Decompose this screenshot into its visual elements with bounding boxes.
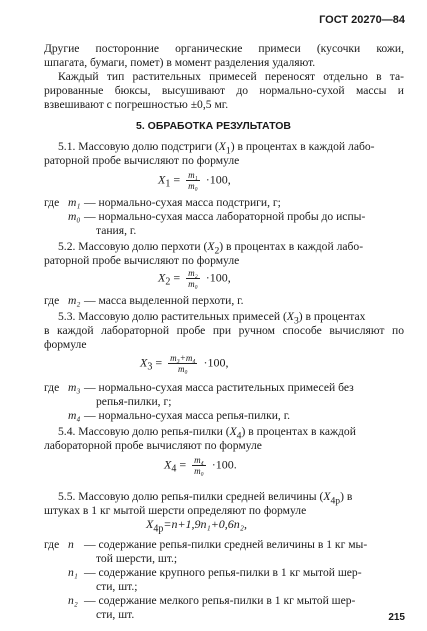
text-line: раторной пробе вычисляют по формуле [44, 254, 240, 267]
text-line: шпагата, бумаги, помет) в момент разделения удаляют. [44, 56, 316, 69]
text-line: 5.2. Массовую долю перхоти $(X_2)$ в процентах в каждой лабо- [58, 240, 364, 257]
definition-symbol: n₁ [68, 566, 78, 579]
page-number: 215 [388, 612, 405, 623]
where-label: где [44, 381, 60, 394]
definition-text: той шерсти, шт.; [96, 552, 178, 565]
formula-5-3: $X_3$ = $\frac{\text{m₃+m₄}}{\text{m₀}}$ ·100, [140, 353, 229, 374]
definition-text: тания, г. [96, 224, 137, 237]
definition-text: — содержание мелкого репья-пилки в 1 кг мытой шер- [84, 594, 356, 607]
formula-5-5: $X_{4p}=n+1,9n_1+0,6n_2$, [146, 517, 247, 535]
definition-text: — масса выделенной перхоти, г. [84, 294, 244, 307]
definition-symbol: m₄ [68, 409, 81, 422]
definition-symbol: m₁ [68, 196, 81, 209]
text-line: Другие посторонние органические примеси (кусочки кожи, [44, 42, 404, 55]
text-line: Каждый тип растительных примесей переносят отдельно в та- [58, 70, 404, 83]
text-line: формуле [44, 338, 87, 351]
section-title: 5. ОБРАБОТКА РЕЗУЛЬТАТОВ [136, 120, 291, 132]
definition-symbol: m₂ [68, 294, 81, 307]
text-line: 5.5. Массовую долю репья-пилки средней величины $(X_{4p})$ в [58, 490, 353, 507]
definition-text: репья-пилки, г; [96, 395, 172, 408]
definition-symbol: n [68, 538, 74, 551]
formula-5-2: $X_2$ = $\frac{\text{m₂}}{\text{m₀}}$ ·100, [158, 268, 231, 289]
definition-text: — содержание репья-пилки средней величины в 1 кг мы- [84, 538, 368, 551]
where-label: где [44, 196, 60, 209]
text-line: штуках в 1 кг мытой шерсти определяют по формуле [44, 504, 307, 517]
definition-symbol: n₂ [68, 594, 78, 607]
formula-5-1: $X_1$ = $\frac{\text{m₁}}{\text{m₀}}$ ·100, [158, 170, 231, 191]
definition-text: — нормально-сухая масса растительных примесей без [84, 381, 354, 394]
document-header: ГОСТ 20270—84 [319, 14, 405, 26]
text-line: лабораторной пробе вычисляют по формуле [44, 439, 262, 452]
text-line: 5.3. Массовую долю растительных примесей $(X_3)$ в процентах [58, 310, 366, 327]
text-line: 5.4. Массовую долю репья-пилки $(X_4)$ в процентах в каждой [58, 425, 356, 442]
definition-text: сти, шт.; [96, 580, 138, 593]
definition-text: — нормально-сухая масса подстриги, г; [84, 196, 281, 209]
definition-text: — содержание крупного репья-пилки в 1 кг мытой шер- [84, 566, 362, 579]
text-line: в каждой лабораторной пробе при ручном способе вычисляют по [44, 324, 404, 337]
text-line: взвешивают с погрешностью ±0,5 мг. [44, 98, 229, 111]
definition-text: — нормально-сухая масса репья-пилки, г. [84, 409, 291, 422]
where-label: где [44, 538, 60, 551]
text-line: 5.1. Массовую долю подстриги $(X_1)$ в процентах в каждой лабо- [58, 140, 375, 157]
formula-5-4: $X_4$ = $\frac{\text{m₄}}{\text{m₀}}$ ·100. [164, 455, 237, 476]
definition-text: сти, шт. [96, 608, 135, 621]
definition-symbol: m₃ [68, 381, 81, 394]
text-line: раторной пробе вычисляют по формуле [44, 154, 240, 167]
definition-symbol: m₀ [68, 210, 81, 223]
definition-text: — нормально-сухая масса лабораторной пробы до испы- [84, 210, 366, 223]
where-label: где [44, 294, 60, 307]
text-line: рированные бюксы, высушивают до нормально-сухой массы и [44, 84, 404, 97]
